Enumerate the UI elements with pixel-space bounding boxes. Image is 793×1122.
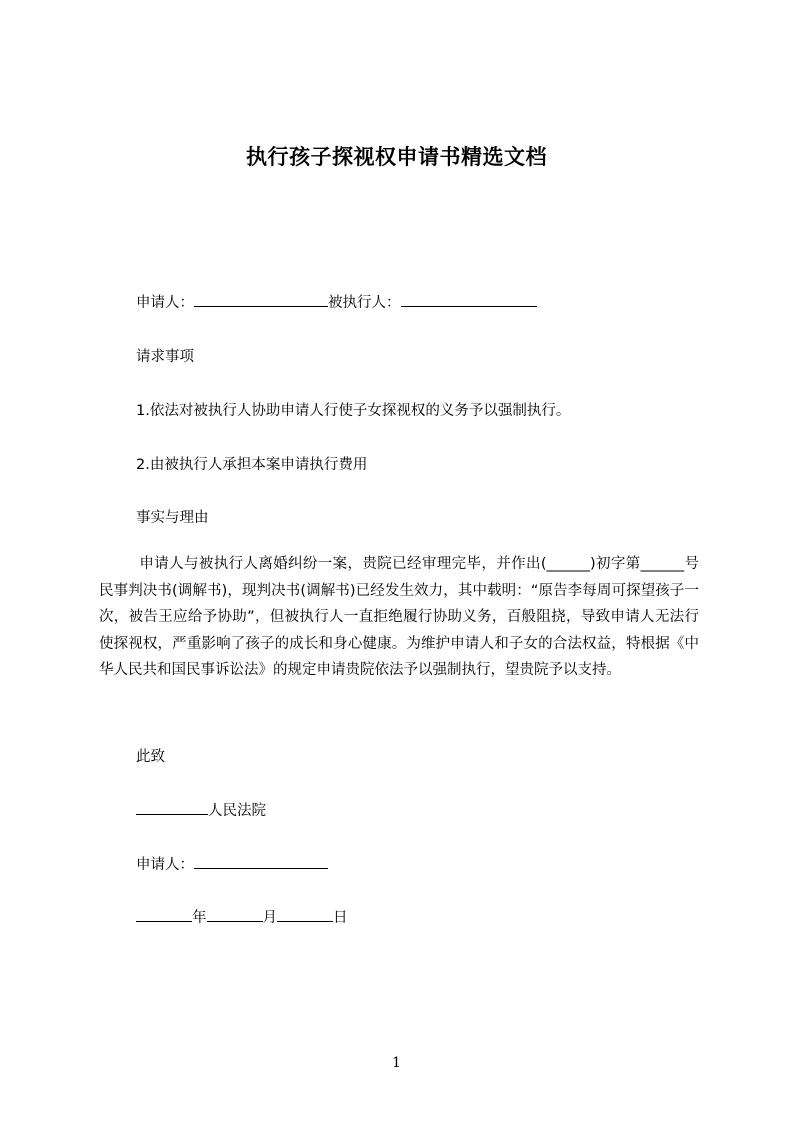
applicant-blank [194, 292, 328, 307]
facts-paragraph [99, 551, 699, 684]
year-blank [136, 907, 192, 922]
request-item-2: 2.由被执行人承担本案申请执行费用 [136, 457, 368, 473]
day-blank [277, 907, 333, 922]
date-line [136, 906, 348, 927]
facts-heading: 事实与理由 [136, 510, 209, 526]
respondent-label: 被执行人： [328, 295, 401, 311]
signature-label: 申请人： [136, 857, 194, 873]
signature-blank [194, 854, 328, 869]
court-line [136, 799, 266, 820]
facts-body: 申请人与被执行人离婚纠纷一案，贵院已经审理完毕，并作出(______)初字第______号民事判决书(调解书)，现判决书(调解书)已经发生效力，其中载明：“原告李每周可探望孩子一次，被告王应给予协助”，但被执行人一直拒绝履行协助义务，百般阻挠，导致申请人无法行使探视权，严重影响了孩子的成长和身心健康。为维护申请人和子女的合法权益，特根据《中华人民共和国民事诉讼法》的规定申请贵院依法予以强制执行，望贵院予以支持。 [99, 556, 699, 678]
applicant-label: 申请人： [136, 295, 194, 311]
date-month: 月 [262, 910, 277, 926]
date-day: 日 [333, 910, 348, 926]
salutation: 此致 [136, 749, 165, 765]
document-title: 执行孩子探视权申请书精选文档 [246, 145, 547, 169]
page-number: 1 [392, 1055, 401, 1071]
date-year: 年 [192, 910, 207, 926]
month-blank [207, 907, 263, 922]
parties-line [136, 291, 537, 312]
request-heading: 请求事项 [136, 349, 194, 365]
court-blank [136, 800, 208, 815]
respondent-blank [401, 292, 537, 307]
court-suffix: 人民法院 [208, 803, 266, 819]
request-item-1: 1.依法对被执行人协助申请人行使子女探视权的义务予以强制执行。 [136, 403, 571, 419]
signature-line [136, 853, 328, 874]
